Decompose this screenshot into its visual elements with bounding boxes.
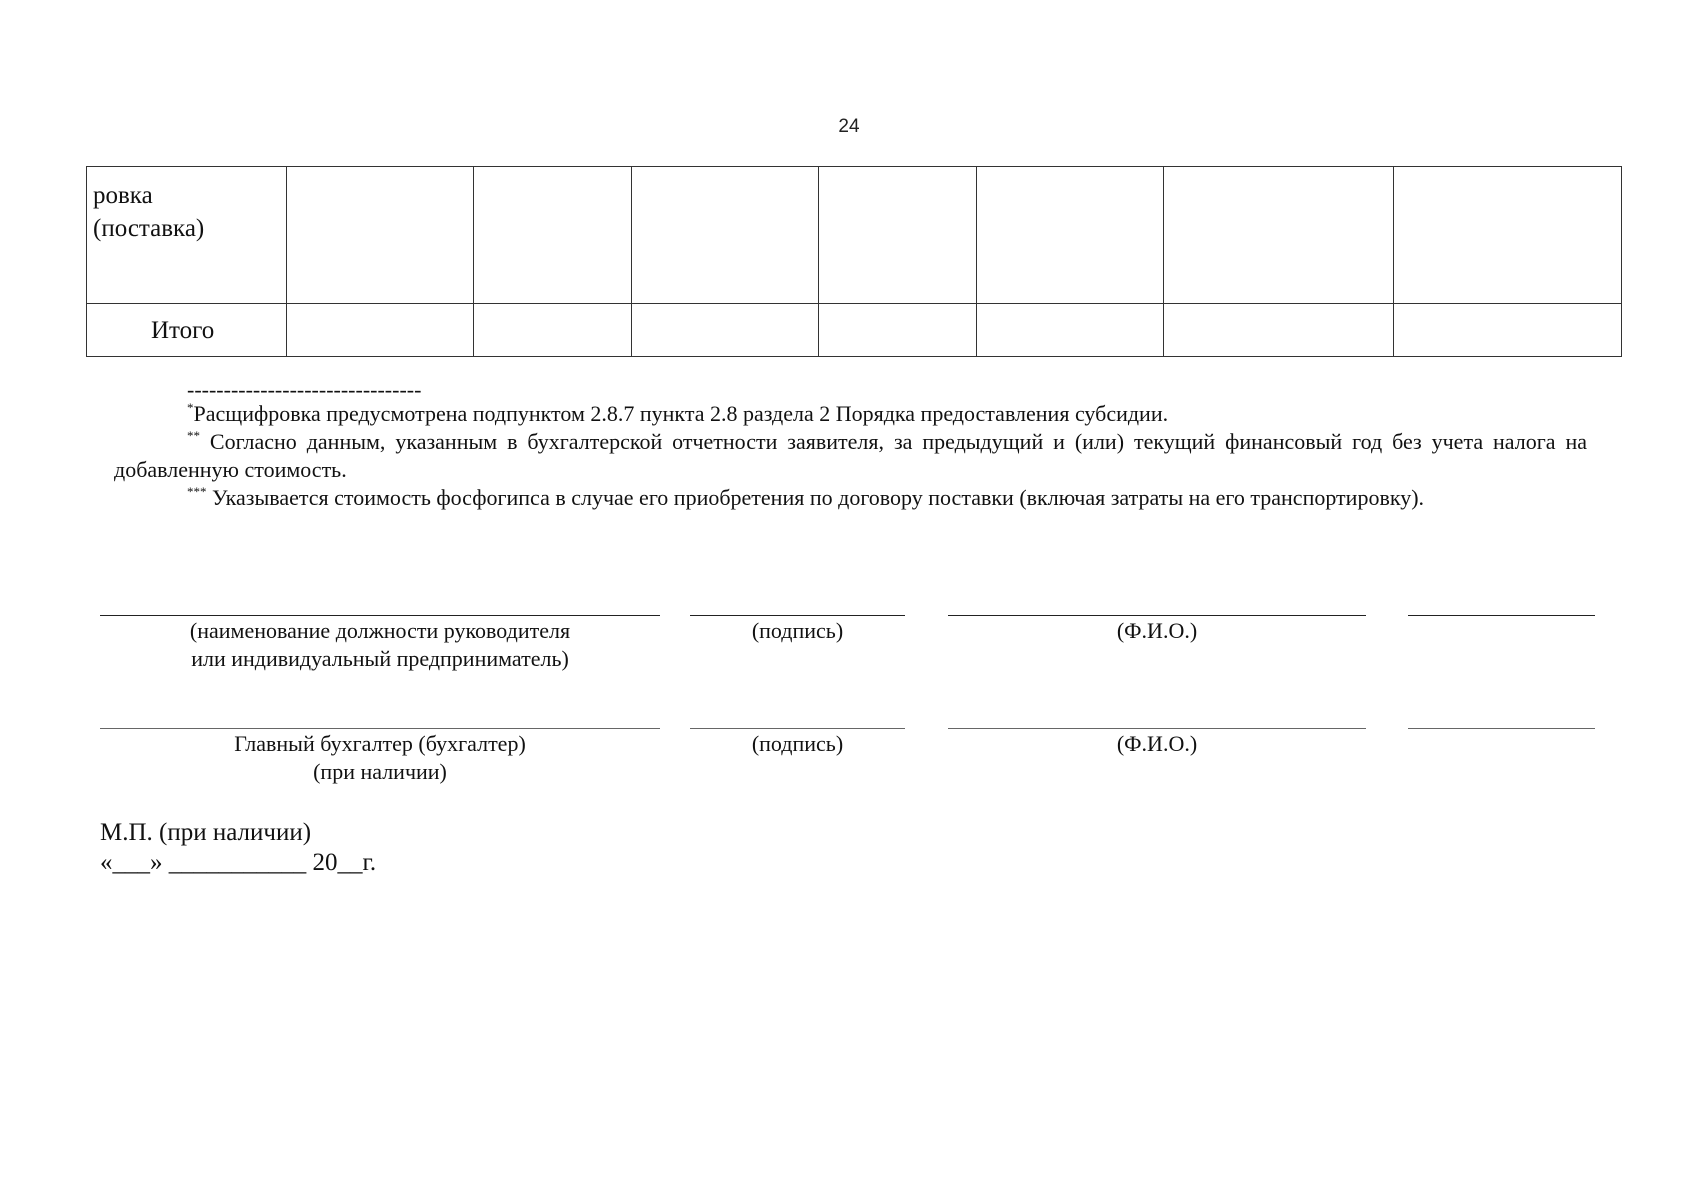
footnote-separator: -------------------------------- (187, 377, 422, 402)
footnote-mark: *** (187, 484, 207, 499)
caption-line: (при наличии) (313, 759, 447, 784)
date-line: «___» ___________ 20__г. (100, 849, 377, 876)
footnote-mark: ** (187, 428, 200, 443)
head-position-line (100, 615, 660, 616)
table-cell (1164, 304, 1394, 357)
table-cell (474, 304, 632, 357)
table-cell (977, 167, 1164, 304)
accountant-name-line (948, 728, 1366, 729)
footnotes (114, 377, 1587, 512)
total-label-cell (87, 304, 287, 357)
footnote-2 (114, 428, 1587, 484)
head-name-caption: (Ф.И.О.) (1116, 618, 1198, 643)
stamp-block (100, 818, 376, 878)
footnote-text: Расщифровка предусмотрена подпунктом 2.8.7 пункта 2.8 раздела 2 Порядка предоставления субсидии. (193, 401, 1169, 426)
footnote-text: Указывается стоимость фосфогипса в случае его приобретения по договору поставки (включая затраты на его транспортировку). (206, 485, 1425, 510)
head-name-line (948, 615, 1366, 616)
table-cell (1394, 167, 1622, 304)
head-date-line (1408, 615, 1595, 616)
head-signature-caption: (подпись) (751, 618, 844, 643)
accountant-position-line (100, 728, 660, 729)
table-cell (287, 167, 474, 304)
footnote-mark: * (187, 400, 194, 415)
head-signature-line (690, 615, 905, 616)
row-label-line: (поставка) (93, 215, 205, 242)
table-cell (1164, 167, 1394, 304)
head-position-caption (100, 617, 660, 673)
table-cell (819, 304, 977, 357)
table-cell (474, 167, 632, 304)
row-label-cell (87, 167, 287, 304)
caption-line: или индивидуальный предприниматель) (191, 646, 569, 671)
page-number: 24 (838, 116, 860, 137)
table-cell (632, 304, 819, 357)
caption-line: (наименование должности руководителя (189, 618, 571, 643)
table-row (87, 167, 1622, 304)
footnote-text: Согласно данным, указанным в бухгалтерской отчетности заявителя, за предыдущий и (или) текущий финансовый год без учета налога на добавленную стоимость. (114, 429, 1587, 482)
table-cell (1394, 304, 1622, 357)
caption-line: Главный бухгалтер (бухгалтер) (234, 731, 526, 756)
footnote-3 (114, 484, 1587, 512)
accountant-signature-caption: (подпись) (751, 731, 844, 756)
mp-label: М.П. (при наличии) (100, 819, 312, 846)
row-label-line: ровка (93, 182, 153, 209)
accountant-position-caption (100, 730, 660, 786)
accountant-name-caption: (Ф.И.О.) (1116, 731, 1198, 756)
accountant-signature-line (690, 728, 905, 729)
footnote-1 (114, 400, 1587, 428)
table-cell (819, 167, 977, 304)
accountant-date-line (1408, 728, 1595, 729)
table-cell (632, 167, 819, 304)
total-label: Итого (151, 316, 215, 344)
table-cell (977, 304, 1164, 357)
table-row-total (87, 304, 1622, 357)
data-table (86, 166, 1622, 357)
table-cell (287, 304, 474, 357)
